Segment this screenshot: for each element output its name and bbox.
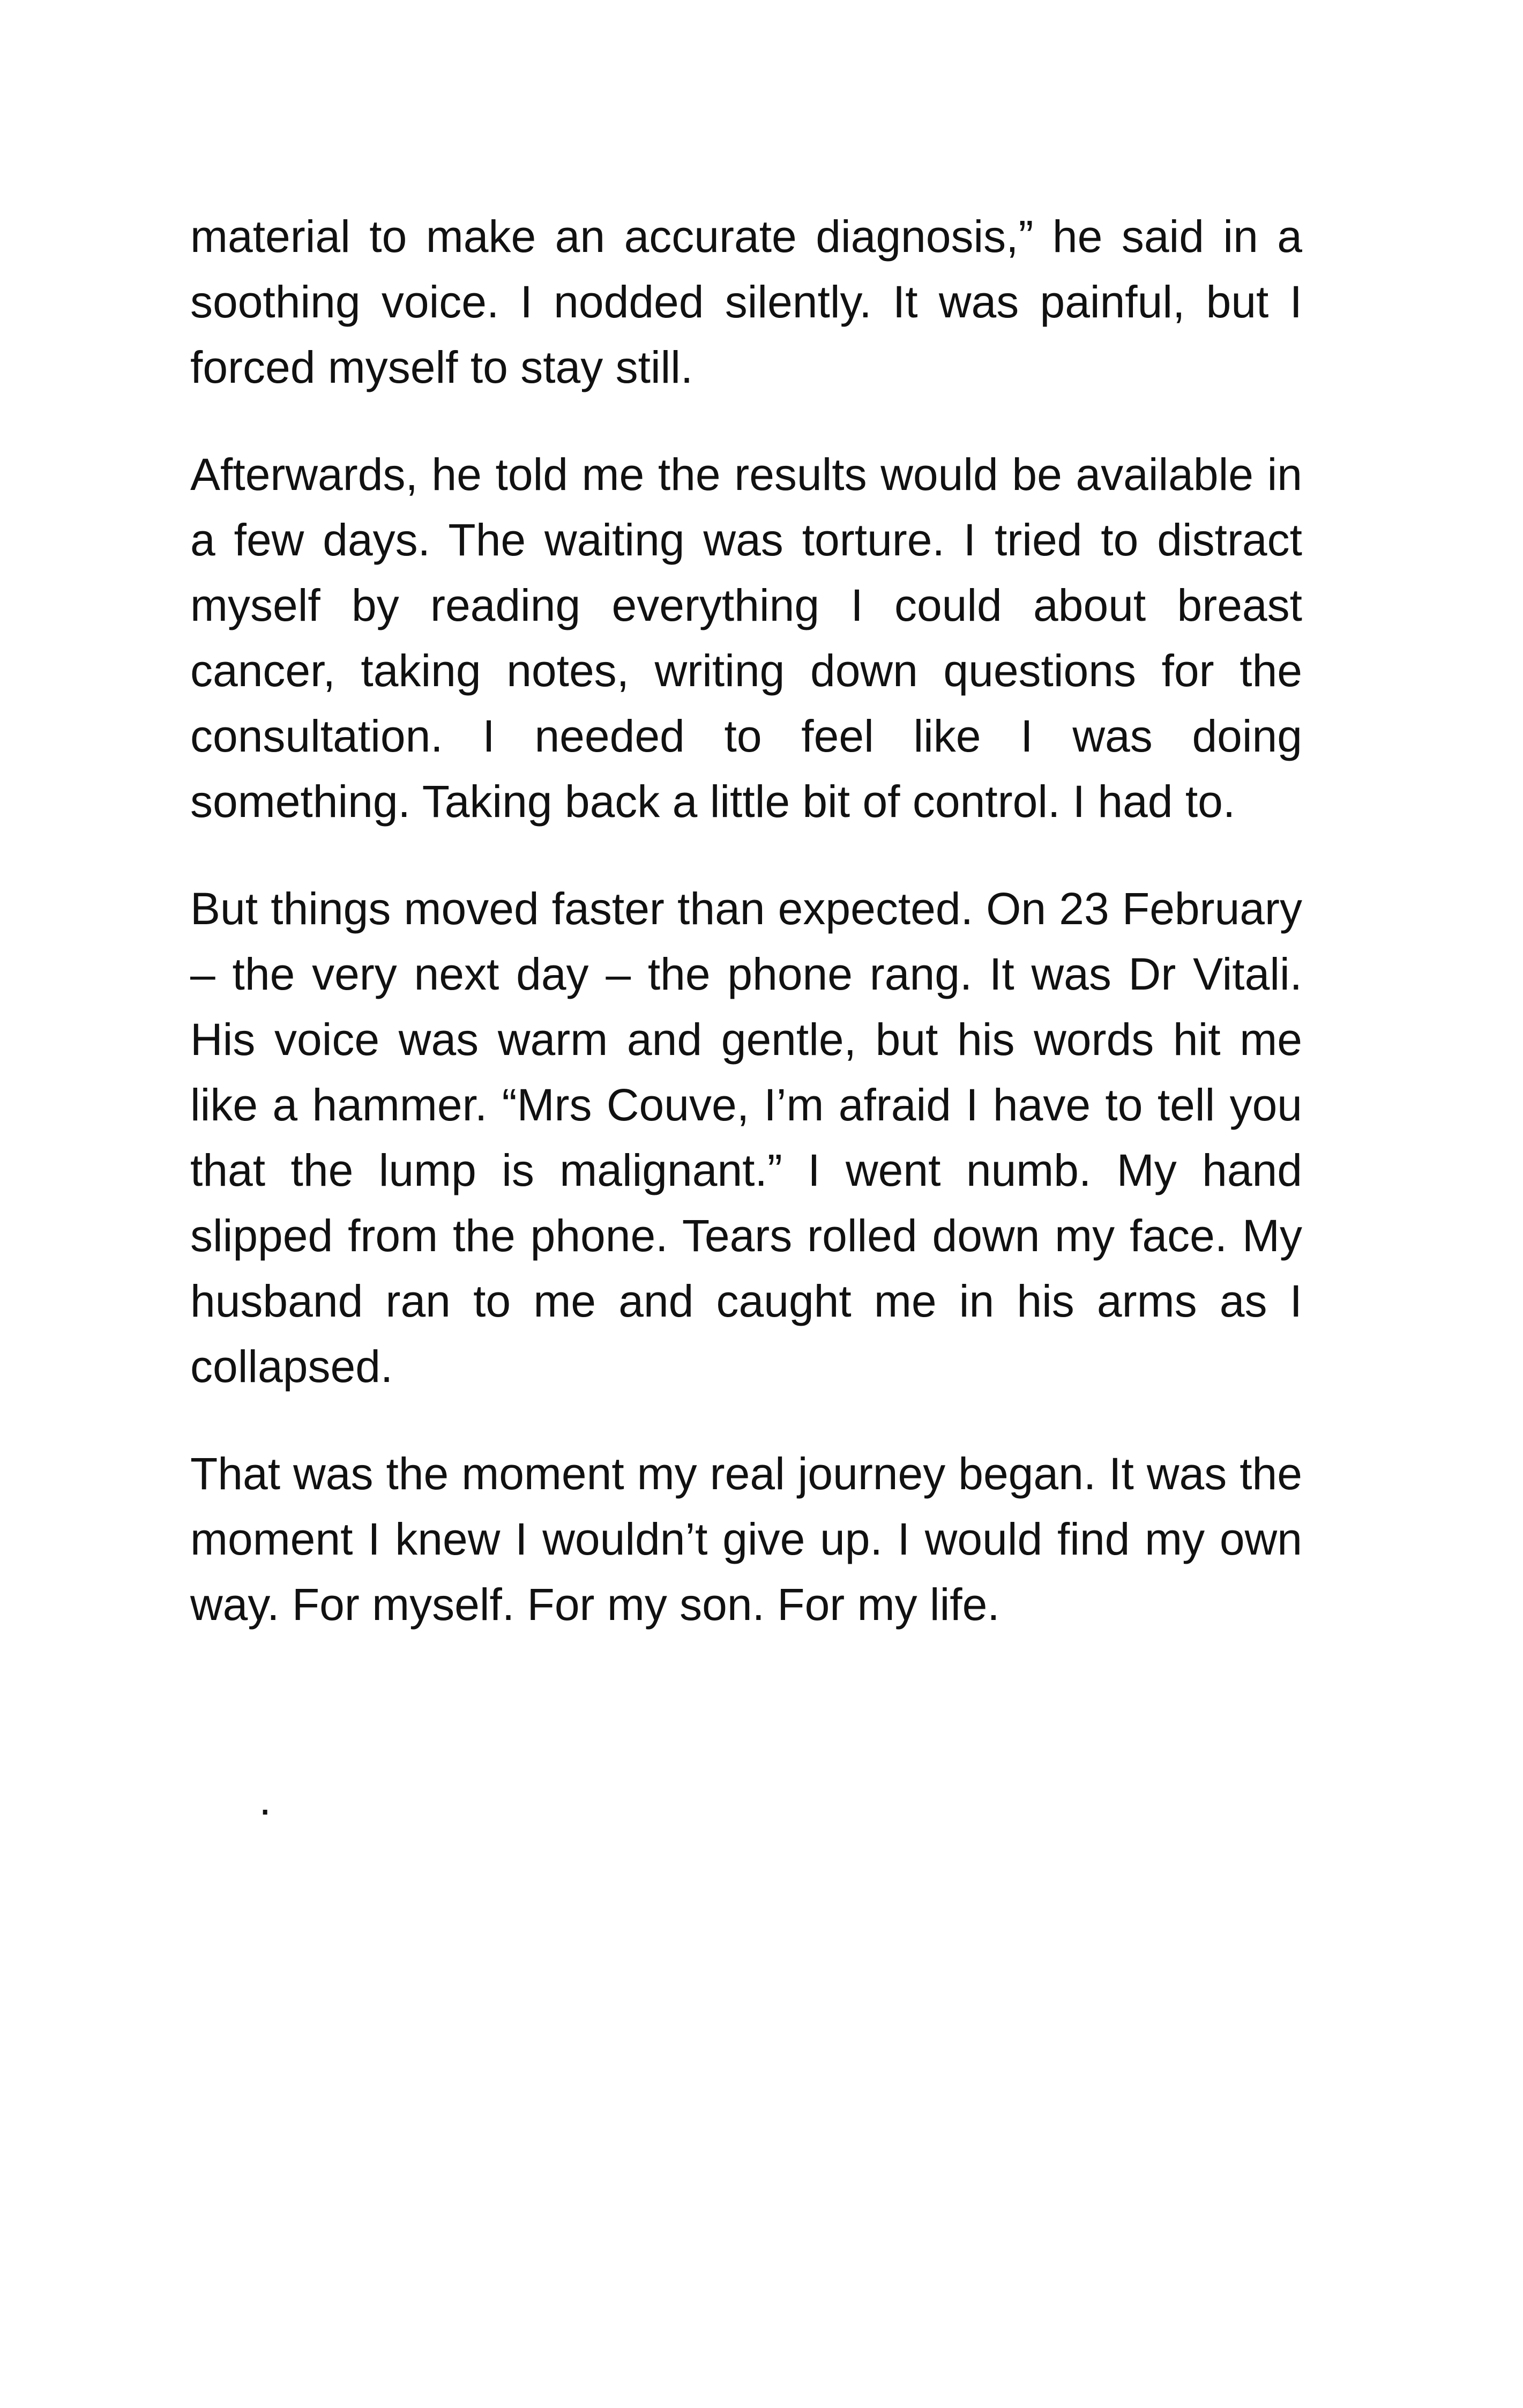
paragraph-1: material to make an accurate diagnosis,” he said in a soothing voice. I nodded silently. It was painful, but I forced myself to stay still. [190,211,1302,392]
paragraph-2: Afterwards, he told me the results would be available in a few days. The waiting was torture. I tried to distract myself by reading everything I could about breast cancer, taking notes, writing down questions for the consultation. I needed to feel like I was doing something. Taking back a little bit of control. I had to. [190,449,1302,827]
body-text [190,204,1302,1679]
paragraph-3: But things moved faster than expected. On 23 February – the very next day – the phone rang. It was Dr Vitali. His voice was warm and gentle, but his words hit me like a hammer. “Mrs Couve, I’m afraid I have to tell you that the lump is malignant.” I went numb. My hand slipped from the phone. Tears rolled down my face. My husband ran to me and caught me in his arms as I collapsed. [190,883,1302,1392]
paragraph-4: That was the moment my real journey began. It was the moment I knew I wouldn’t give up. I would find my own way. For myself. For my son. For my life. [190,1448,1302,1630]
trailing-mark: . [259,1774,272,1824]
